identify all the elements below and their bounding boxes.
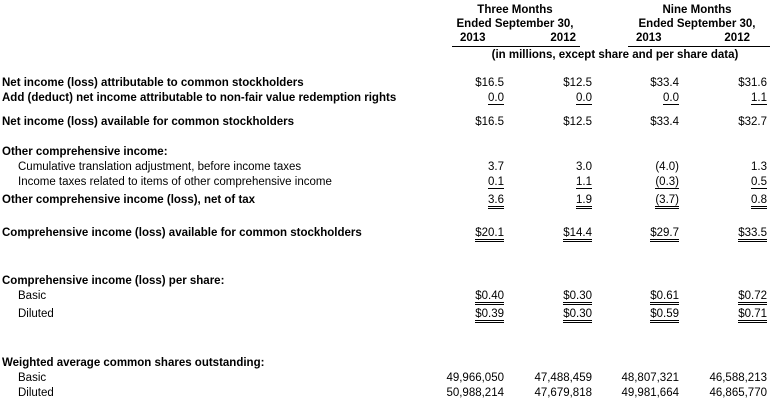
header-underline-1 — [452, 46, 580, 47]
row-label-cta: Cumulative translation adjustment, before income taxes — [18, 161, 302, 173]
row-label-income-taxes: Income taxes related to items of other comprehensive income — [18, 176, 332, 188]
cell-wavg-diluted-c4: 46,865,770 — [709, 387, 767, 399]
row-label-comprehensive-income: Comprehensive income (loss) available for common stockholders — [2, 227, 362, 239]
cell-per-share-basic-c1: $0.40 — [475, 290, 504, 305]
row-label-net-income-common: Net income (loss) attributable to common stockholders — [2, 77, 304, 89]
cell-oci-net-c3: (3.7) — [655, 194, 679, 209]
cell-add-deduct-c4: 1.1 — [751, 92, 767, 104]
cell-net-income-available-c1: $16.5 — [475, 116, 504, 128]
units-note: (in millions, except share and per share data) — [491, 49, 739, 61]
cell-wavg-diluted-c3: 49,981,664 — [621, 387, 679, 399]
cell-wavg-basic-c2: 47,488,459 — [534, 372, 592, 384]
section-heading-per-share: Comprehensive income (loss) per share: — [2, 275, 225, 287]
cell-wavg-basic-c4: 46,588,213 — [709, 372, 767, 384]
cell-add-deduct-c1: 0.0 — [488, 92, 504, 104]
cell-net-income-available-c2: $12.5 — [563, 116, 592, 128]
cell-per-share-basic-c3: $0.61 — [650, 290, 679, 305]
row-label-net-income-available: Net income (loss) available for common stockholders — [2, 116, 295, 128]
header-three-months: Three Months — [477, 4, 553, 16]
cell-net-income-common-c4: $31.6 — [738, 77, 767, 89]
cell-wavg-basic-c3: 48,807,321 — [621, 372, 679, 384]
cell-cta-c4: 1.3 — [751, 161, 767, 173]
header-nine-months: Nine Months — [662, 4, 732, 16]
cell-net-income-available-c3: $33.4 — [650, 116, 679, 128]
cell-per-share-diluted-c2: $0.30 — [563, 308, 592, 323]
row-label-add-deduct: Add (deduct) net income attributable to non-fair value redemption rights — [2, 92, 397, 104]
cell-net-income-common-c3: $33.4 — [650, 77, 679, 89]
cell-cta-c3: (4.0) — [655, 161, 679, 173]
header-year-col3: 2013 — [636, 32, 662, 44]
cell-oci-net-c1: 3.6 — [488, 194, 504, 209]
cell-cta-c1: 3.7 — [488, 161, 504, 173]
header-underline-2 — [628, 46, 770, 47]
cell-net-income-available-c4: $32.7 — [738, 116, 767, 128]
row-label-per-share-diluted: Diluted — [18, 308, 54, 320]
cell-comprehensive-income-c1: $20.1 — [475, 227, 504, 242]
cell-comprehensive-income-c2: $14.4 — [563, 227, 592, 242]
row-label-oci-net: Other comprehensive income (loss), net of tax — [2, 194, 256, 206]
header-year-col4: 2012 — [724, 32, 750, 44]
cell-income-taxes-c1: 0.1 — [488, 176, 504, 188]
header-year-col1: 2013 — [460, 32, 486, 44]
cell-per-share-diluted-c4: $0.71 — [738, 308, 767, 323]
cell-income-taxes-c3: (0.3) — [655, 176, 679, 188]
row-label-per-share-basic: Basic — [18, 290, 47, 302]
cell-per-share-basic-c2: $0.30 — [563, 290, 592, 305]
header-three-months-ended: Ended September 30, — [456, 18, 574, 30]
row-label-wavg-basic: Basic — [18, 372, 47, 384]
cell-net-income-common-c2: $12.5 — [563, 77, 592, 89]
section-heading-oci: Other comprehensive income: — [2, 146, 168, 158]
cell-add-deduct-c2: 0.0 — [576, 92, 592, 104]
cell-wavg-basic-c1: 49,966,050 — [446, 372, 504, 384]
cell-cta-c2: 3.0 — [576, 161, 592, 173]
cell-oci-net-c2: 1.9 — [576, 194, 592, 209]
cell-comprehensive-income-c4: $33.5 — [738, 227, 767, 242]
cell-oci-net-c4: 0.8 — [751, 194, 767, 209]
cell-wavg-diluted-c2: 47,679,818 — [534, 387, 592, 399]
cell-income-taxes-c4: 0.5 — [751, 176, 767, 188]
cell-comprehensive-income-c3: $29.7 — [650, 227, 679, 242]
cell-add-deduct-c3: 0.0 — [663, 92, 679, 104]
header-year-col2: 2012 — [550, 32, 576, 44]
cell-per-share-basic-c4: $0.72 — [738, 290, 767, 305]
cell-net-income-common-c1: $16.5 — [475, 77, 504, 89]
row-label-wavg-diluted: Diluted — [18, 387, 54, 399]
section-heading-weighted-average: Weighted average common shares outstanding: — [2, 357, 265, 369]
cell-wavg-diluted-c1: 50,988,214 — [446, 387, 504, 399]
cell-per-share-diluted-c1: $0.39 — [475, 308, 504, 323]
cell-per-share-diluted-c3: $0.59 — [650, 308, 679, 323]
header-nine-months-ended: Ended September 30, — [638, 18, 756, 30]
cell-income-taxes-c2: 1.1 — [576, 176, 592, 188]
